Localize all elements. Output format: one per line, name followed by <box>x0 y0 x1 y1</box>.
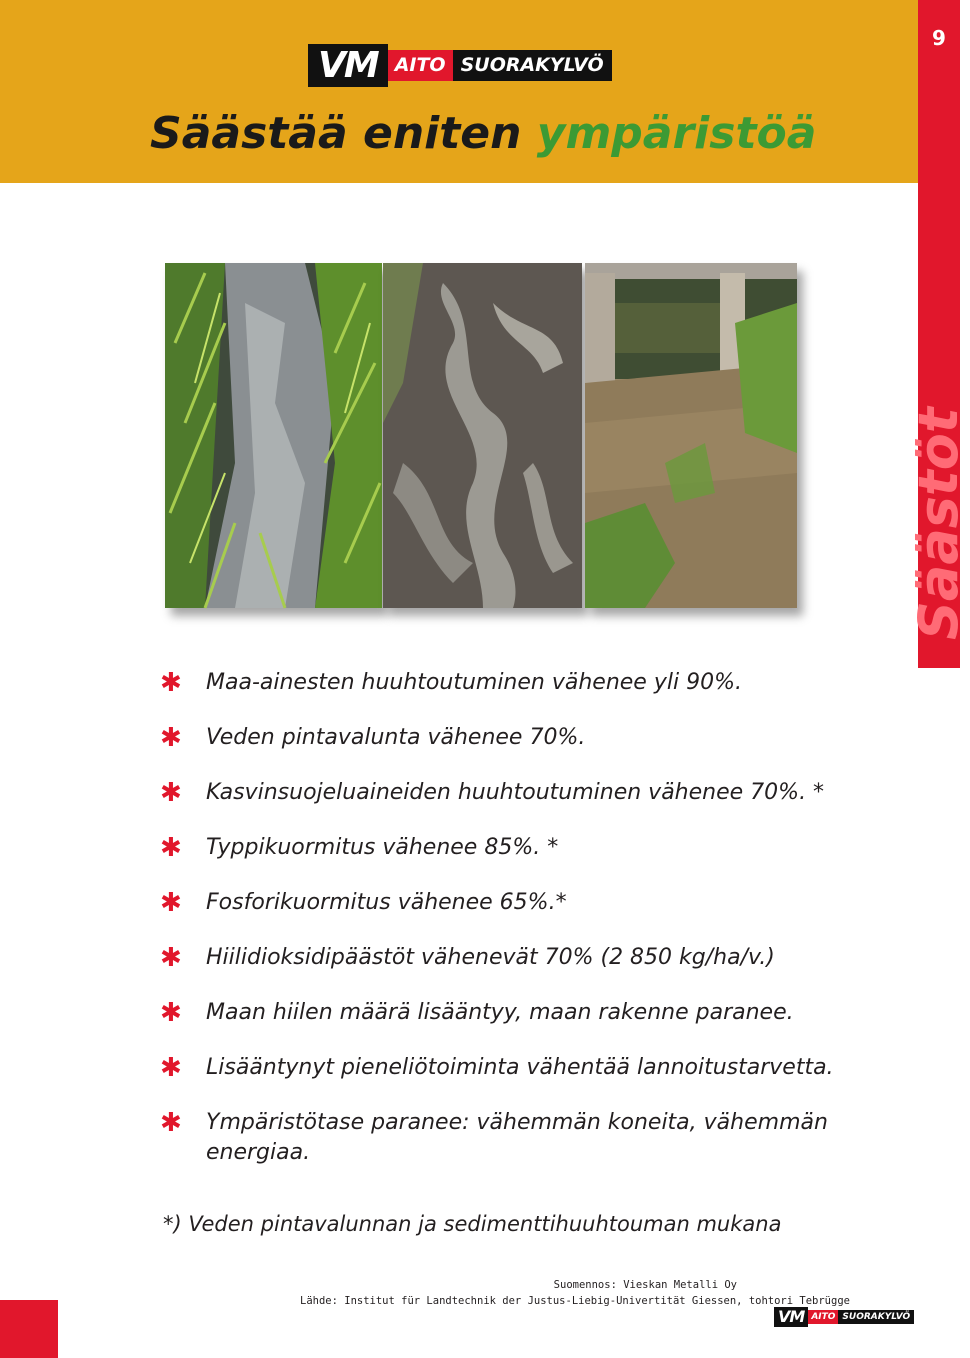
page-title <box>150 104 816 164</box>
logo-suorakylvo-text: SUORAKYLVÖ <box>453 50 612 81</box>
list-item <box>160 888 860 918</box>
list-item <box>160 943 860 973</box>
logo-aito-text: AITO <box>388 50 453 81</box>
logo-suorakylvo-text: SUORAKYLVÖ <box>838 1310 914 1324</box>
list-item <box>160 778 860 808</box>
logo-vm-text: VM <box>308 44 388 87</box>
list-item <box>160 668 860 698</box>
title-part-2: ympäristöä <box>536 108 817 159</box>
corner-block <box>0 1300 58 1358</box>
logo-aito-text: AITO <box>808 1310 838 1324</box>
list-item <box>160 1108 860 1168</box>
brand-logo <box>308 44 612 87</box>
bullet-text: Fosforikuormitus vähenee 65%.* <box>206 890 567 915</box>
bullet-text: Maa-ainesten huuhtoutuminen vähenee yli 90%. <box>206 670 742 695</box>
list-item <box>160 833 860 863</box>
source-credit: Lähde: Institut für Landtechnik der Justus-Liebig-Univertität Giessen, tohtori Tebrügge <box>300 1295 850 1307</box>
translation-credit: Suomennos: Vieskan Metalli Oy <box>553 1279 737 1291</box>
title-part-1: Säästää eniten <box>150 108 537 159</box>
list-item <box>160 998 860 1028</box>
asterisk-icon: ✱ <box>160 888 182 918</box>
list-item <box>160 723 860 753</box>
photo-eroded-soil <box>383 263 582 608</box>
side-section-label: Säästöt <box>907 407 970 640</box>
page-number: 9 <box>932 26 946 50</box>
bullet-text: Kasvinsuojeluaineiden huuhtoutuminen vähenee 70%. * <box>206 780 825 805</box>
asterisk-icon: ✱ <box>160 1108 182 1138</box>
asterisk-icon: ✱ <box>160 1053 182 1083</box>
bullet-text: Typpikuormitus vähenee 85%. * <box>206 835 559 860</box>
photo-stream-grass <box>165 263 382 608</box>
asterisk-icon: ✱ <box>160 833 182 863</box>
bullet-text: Lisääntynyt pieneliötoiminta vähentää lannoitustarvetta. <box>206 1055 834 1080</box>
bullet-text: Hiilidioksidipäästöt vähenevät 70% (2 850 kg/ha/v.) <box>206 945 775 970</box>
bullet-text: Maan hiilen määrä lisääntyy, maan rakenne paranee. <box>206 1000 794 1025</box>
photo-muddy-water <box>585 263 797 608</box>
benefits-list <box>160 668 860 1193</box>
asterisk-icon: ✱ <box>160 943 182 973</box>
bullet-text: Ympäristötase paranee: vähemmän koneita, vähemmän energiaa. <box>206 1110 828 1165</box>
logo-vm-text: VM <box>774 1307 808 1327</box>
asterisk-icon: ✱ <box>160 723 182 753</box>
asterisk-icon: ✱ <box>160 998 182 1028</box>
credits <box>300 1277 850 1309</box>
asterisk-icon: ✱ <box>160 668 182 698</box>
asterisk-icon: ✱ <box>160 778 182 808</box>
bullet-text: Veden pintavalunta vähenee 70%. <box>206 725 586 750</box>
footnote: *) Veden pintavalunnan ja sedimenttihuuhtouman mukana <box>163 1212 782 1236</box>
list-item <box>160 1053 860 1083</box>
brand-logo-small <box>774 1307 914 1327</box>
